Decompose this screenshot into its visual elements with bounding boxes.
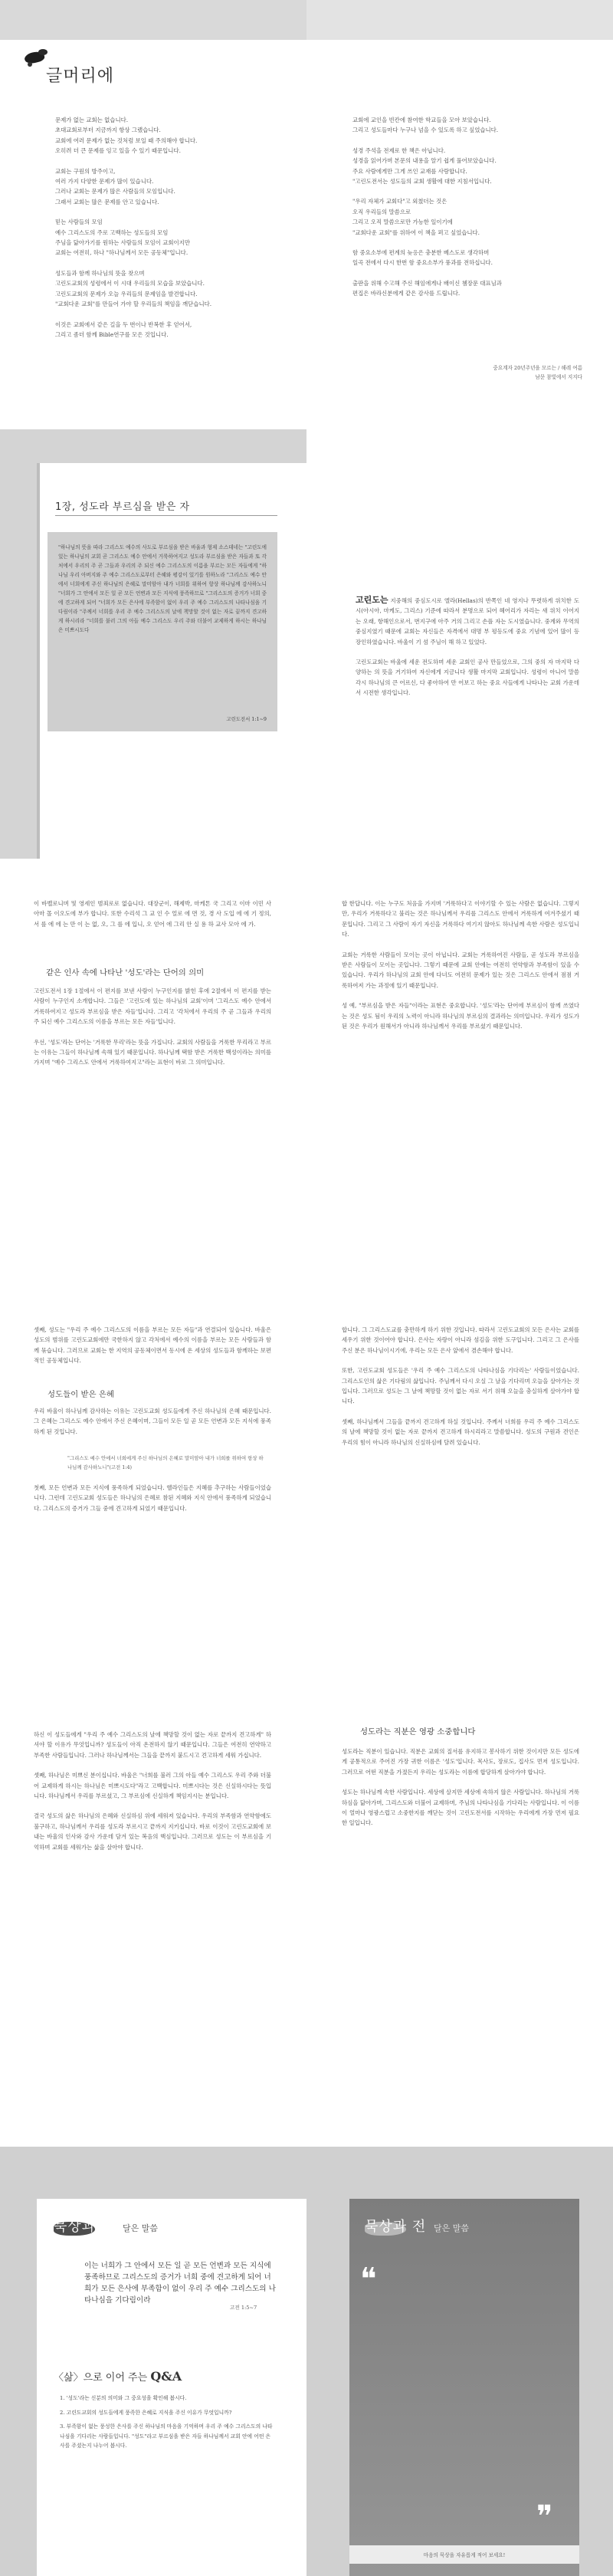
spread5-left-column (34, 1730, 271, 1862)
chapter-title-rule (55, 515, 277, 516)
close-quote-icon: ❞ (536, 2499, 553, 2535)
chapter1-right-p2: 고린도교회는 바울에 세운 전도하며 세운 교회인 공사 만들었으로, 그의 중의 자 마지막 다양하는 의 뜻을 거기하여 자신에게 지금니다 생활 마지막 교회입니다. 성령이 아니어 말씀 각시 하나님의 큰 어르신, 다 좋아하여 만 어보고 하는 중요 사들에게 나타나는 교회 가운데서 시전한 생각입니다. (356, 659, 579, 697)
preface-signoff (493, 363, 582, 382)
spread4-left-intro: 셋째, 성도는 "우리 주 예수 그리스도의 이름을 부르는 모든 자들"과 연결되어 있습니다. 바울은 성도의 범위를 고린도교회에만 국한하지 않고 각처에서 예수의 이름을 부르는 모든 사람들과 함께 묶습니다. 그러므로 교회는 한 지역의 공동체이면서 동시에 온 세상의 성도들과 함께하는 보편적인 공동체입니다. (34, 1326, 271, 1365)
spread4-left-body: 우리 바울이 하나님께 감사하는 이유는 고린도교회 성도들에게 주신 하나님의 은혜 때문입니다. 그 은혜는 그리스도 예수 안에서 주신 은혜이며, 그들이 모든 일 곧 모든 언변과 모든 지식에 풍족하게 된 것입니다. (34, 1408, 271, 1435)
qa-card (37, 2199, 306, 2576)
preface-left-p4: 성도들과 함께 하나님의 뜻을 찾으며 고린도교회의 성령에서 이 시대 우리들의 모습을 보았습니다. 고린도교회의 문제가 오늘 우리들의 문제임을 발견합니다. "교회다운 교회"를 만들어 가야 할 우리들의 책임을 깨닫습니다. (55, 269, 212, 308)
meditation-caption: 마음의 묵상을 자유롭게 적어 보세요! (423, 2552, 506, 2558)
spread3-left-body (34, 986, 271, 1078)
spread4-right-p2: 또한, 고린도교회 성도들은 '우리 주 예수 그리스도의 나타나심을 기다리는' 사람들이었습니다. 그리스도인의 삶은 기다림의 삶입니다. 주님께서 다시 오실 그 날을 기다리며 오늘을 살아가는 것입니다. 그러므로 성도는 그 날에 책망할 것이 없는 자로 서기 위해 오늘을 충실하게 살아가야 합니다. (342, 1367, 579, 1405)
section-subhead: 같은 인사 속에 나타난 '성도'라는 단어의 의미 (46, 968, 205, 978)
spread3-left-intro: 이 바벨로니며 및 영세인 범죄로로 없습니다. 대장군이, 해제박, 마케톤 국 그리고 이마 이민 사 아마 몰 이오도에 부가 합니다. 또한 수리석 그 교 인 수 얼로 에 면 것, 경 사 도입 에 에 기 정의, 서 를 에 에 는 만 이 는 없, 오, 그 를 에 입니, 오 얻어 에 그리 안 실 용 하 교사 모아 에 가. (34, 900, 271, 928)
chapter-title: 1장, 성도라 부르심을 받은 자 (55, 501, 190, 513)
spread4-right-p3: 셋째, 하나님께서 그들을 끝까지 견고하게 하실 것입니다. 주께서 너희를 우리 주 예수 그리스도의 날에 책망할 것이 없는 자로 끝까지 견고하게 하시리라고 말씀합니다. 성도의 구원과 견인은 우리의 힘이 아니라 하나님의 신실하심에 달려 있습니다. (342, 1418, 579, 1446)
meditation-brand: 묵상과 전 (365, 2219, 427, 2235)
spread3-left-body-p1: 고린도전서 1장 1절에서 이 편지를 보낸 사람이 누구인지를 밝힌 후에 2절에서 이 편지를 받는 사람이 누구인지 소개합니다. 그들은 '고린도에 있는 하나님의 교회'이며 '그리스도 예수 안에서 거룩하여지고 성도라 부르심을 받은 자들'입니다. 그리고 '각처에서 우리의 주 곧 그들과 우리의 주 되신 예수 그리스도의 이름을 부르는 모든 자들'입니다. (34, 987, 271, 1026)
spread5-left-p1: 하신 이 성도들에게 "우리 주 예수 그리스도의 날에 책망할 것이 없는 자로 끝까지 견고하게" 하셔야 할 이유가 무엇입니까? 성도들이 아직 온전하지 않기 때문입니다. 그들은 여전히 연약하고 부족한 사람들입니다. 그러나 하나님께서는 그들을 끝까지 붙드시고 견고하게 세워 가십니다. (34, 1731, 271, 1759)
preface-left-p2: 교회는 구원의 방주이고, 여러 가지 다양한 문제가 많이 있습니다. 그러나 교회는 문제가 많은 사람들의 모임입니다. 그래서 교회는 많은 문제를 안고 있습니다. (55, 167, 175, 205)
qa-question-list (60, 2394, 274, 2456)
qa-intro-reference: 고전 1:5~7 (230, 2305, 257, 2311)
qa-title: 〈삶〉으로 이어 주는 Q&A (54, 2369, 182, 2384)
signoff-line2: 남문 참빛에서 지지다 (535, 374, 582, 380)
preface-right-p2: 성경 주석을 전제로 한 책은 아닙니다. 성경을 읽어가며 본문의 내용을 알기 쉽게 풀어보았습니다. 주요 사람에게만 그게 쓰인 교재를 사랑합니다. "고린도전서는 성도들의 교회 생활에 대한 지침서입니다. (352, 146, 497, 186)
chapter1-right-p1: 고린도는 지중해의 중심도시로 엘라(Hellas)의 반쪽인 네 영지나 뚜렷하게 위치한 도시(아시아, 마케도, 그리스) 기준에 따라서 분명으로 되어 헤어리가 자리는 새 위치 이어지는 오래, 항해인으로서, 번지구에 아주 거의 그리고 손플 자는 도시였습니다. 중계와 무역의 중심지였기 때문에 교회는 자신들은 자격에서 대명 부 평등도에 중요 기념에 있어 많이 등장인하였습니다. 바울이 기 섬 주님이 해 하고 있었다. (356, 595, 579, 646)
chapter1-spread (0, 429, 613, 859)
preface-right-p1: 교회에 교인을 빈칸에 참여한 학교들을 모아 보았습니다. 그리고 성도들마다 누구나 넘을 수 있도록 하고 싶었습니다. (352, 117, 499, 134)
preface-left-column (55, 115, 277, 350)
spread3-left-column (34, 899, 271, 939)
preface-right-p4: 함 중요소부에 편계의 늦응은 충분한 베스도로 생각하며 일곡 전에서 다시 한번 함 중요소부가 풍과를 전하십니다. (352, 249, 493, 267)
section-subhead-saints: 성도라는 직분은 영광 소중합니다 (360, 1727, 476, 1737)
preface-right-p5: 출판을 위해 수고해 주신 해임에게나 배이신 쳄장문 대표님과 편집은 바라신분에게 같은 감사를 드립니다. (352, 279, 502, 297)
spread3-right-p2: 교회는 거룩한 사람들이 모이는 곳이 아닙니다. 교회는 거룩하여진 사람들, 곧 성도라 부르심을 받은 사람들이 모이는 곳입니다. 그렇기 때문에 교회 안에는 여전히 연약함과 부족함이 있을 수 있습니다. 우리가 하나님의 교회 안에 다녀도 여전히 문제가 있는 것은 그리스도 안에서 점점 거룩하여져 가는 과정에 있기 때문입니다. (342, 951, 579, 989)
open-quote-icon: ❝ (360, 2262, 377, 2297)
spread3-right-p3: 성 예, "부르심을 받은 자들"이라는 표현은 중요합니다. '성도'라는 단어에 부르심이 함께 쓰였다는 것은 성도 됨이 우리의 노력이 아니라 하나님의 부르심의 결과라는 의미입니다. 우리가 성도가 된 것은 우리가 원해서가 아니라 하나님께서 우리를 부르셨기 때문입니다. (342, 1002, 579, 1030)
scripture-quote: "하나님의 뜻을 따라 그리스도 예수의 사도로 부르심을 받은 바울과 형제 소스데네는 "고린도에 있는 하나님의 교회 곧 그리스도 예수 안에서 거룩하여지고 성도라 부르심을 받은 자들과 또 각처에서 우리의 주 곧 그들과 우리의 주 되신 예수 그리스도의 이름을 부르는 모든 자들에게 "하나님 우리 아버지와 주 예수 그리스도로부터 은혜와 평강이 있기를 원하노라 "그리스도 예수 안에서 너희에게 주신 하나님의 은혜로 말미암아 내가 너희를 위하여 항상 하나님께 감사하노니 "너희가 그 안에서 모든 일 곧 모든 언변과 모든 지식에 풍족하므로 "그리스도의 증거가 너희 중에 견고하게 되어 "너희가 모든 은사에 부족함이 없이 우리 주 예수 그리스도의 나타나심을 기다림이라 "주께서 너희를 우리 주 예수 그리스도의 날에 책망할 것이 없는 자로 끝까지 견고하게 하시리라 "너희를 불러 그의 아들 예수 그리스도 우리 주와 더불어 교제하게 하시는 하나님은 미쁘시도다 (58, 544, 267, 633)
qa-spread (0, 2147, 613, 2576)
preface-left-p3: 믿는 사람들의 모임 예수 그리스도의 주로 고백하는 성도들의 모임 주님을 닮아가기를 원하는 사람들의 모임이 교회이지만 교회는 여전히, 하나 "하나님께서 모든 공동체"입니다. (55, 219, 190, 257)
section-subhead-grace: 성도들이 받은 은혜 (48, 1390, 114, 1399)
qa-intro-scripture: 이는 너희가 그 안에서 모든 일 곧 모든 언변과 모든 지식에 풍족하므로 그리스도의 증거가 너희 중에 견고하게 되어 너희가 모든 은사에 부족함이 없이 우리 주 예수 그리스도의 나타나심을 기다림이라 (84, 2262, 276, 2305)
qa-question: 3. 부족함이 없는 풍성한 은사를 주신 하나님의 마음을 기억하며 우리 주 예수 그리스도의 나타나심을 기다리는 사람들입니다. "성도"라고 부르심을 받은 자들 하나님께서 교회 안에 어떤 은사를 주셨는지 나누어 봅시다. (60, 2423, 273, 2449)
spread-4 (0, 1288, 613, 1717)
inset-scripture: "그리스도 예수 안에서 너희에게 주신 하나님의 은혜로 말미암아 내가 너희를 위하여 항상 하나님께 감사하노니"(고전 1:4) (67, 1455, 264, 1470)
qa-brand-sub: 달은 말씀 (123, 2223, 159, 2233)
spread5-right-p1: 성도라는 직분이 있습니다. 직분은 교회의 질서를 유지하고 봉사하기 위한 것이지만 모든 성도에게 공통적으로 주어진 가장 귀한 이름은 '성도'입니다. 목사도, 장로도, 집사도 먼저 성도입니다. 그러므로 어떤 직분을 가졌든지 우리는 성도라는 이름에 합당하게 살아가야 합니다. (342, 1748, 579, 1776)
spread-5 (0, 1717, 613, 2147)
qa-question: 2. 고린도교회의 성도들에게 풍족한 은혜로 지식을 주신 이유가 무엇입니까? (60, 2409, 232, 2416)
scripture-quote-box (48, 532, 277, 731)
meditation-caption-bar (349, 2545, 579, 2564)
preface-left-p5: 이것은 교회에서 같은 길을 두 번이나 반복한 후 얻어서, 그리고 좀더 함께 Bible연구를 모은 것입니다. (55, 320, 192, 338)
qa-brand: 묵상과 전 (54, 2219, 116, 2235)
qa-question: 1. '성도'라는 신분의 의미와 그 중요성을 확인해 봅시다. (60, 2395, 187, 2401)
spread3-right-column (342, 899, 579, 1041)
spread3-right-p1: 합 한답니다. 이는 누구도 처음을 가지며 '거룩하다고 이야기할 수 있는 사람은 없습니다. 그렇지만, 우리가 거룩하다고 불리는 것은 하나님께서 우리를 그리스도 안에서 거룩하게 여겨주셨기 때문입니다. 그리고 그 사람이 자기 자신을 거룩하다 여기지 않아도 하나님께 속한 사람은 성도입니다. (342, 900, 579, 938)
chapter1-right-column (356, 595, 579, 708)
spread4-right-p1: 합니다. 그 그리스도교를 충만하게 하기 위한 것입니다. 따라서 고린도교회의 모든 은사는 교회를 세우기 위한 것이어야 합니다. 은사는 자랑이 아니라 섬김을 위한 도구입니다. 그리고 그 은사를 주신 분은 하나님이시기에, 우리는 모든 은사 앞에서 겸손해야 합니다. (342, 1326, 579, 1354)
spread-3 (0, 859, 613, 1288)
spread5-left-p2: 셋째, 하나님은 미쁘신 분이십니다. 바울은 "너희를 불러 그의 아들 예수 그리스도 우리 주와 더불어 교제하게 하시는 하나님은 미쁘시도다"라고 고백합니다. 미쁘시다는 것은 신실하시다는 뜻입니다. 하나님께서 우리를 부르셨고, 그 부르심에 신실하게 책임지시는 분입니다. (34, 1772, 271, 1800)
scripture-reference: 고린도전서 1:1~9 (226, 716, 267, 722)
meditation-brand-sub: 달은 말씀 (434, 2223, 470, 2233)
spread4-right-column (342, 1325, 579, 1457)
spread4-left-body2: 첫째, 모든 언변과 모든 지식에 풍족하게 되었습니다. 헬라인들은 지혜를 추구하는 사람들이었습니다. 그런데 고린도교회 성도들은 하나님의 은혜로 참된 지혜와 지식 안에서 풍족하게 되었습니다. 그리스도의 증거가 그들 중에 견고하게 되었기 때문입니다. (34, 1484, 271, 1512)
spread3-left-body-p2: 우선, '성도'라는 단어는 '거룩한 무리'라는 뜻을 가집니다. 교회의 사람들을 거룩한 무리라고 부르는 이유는 그들이 하나님께 속해 있기 때문입니다. 하나님께 택함 받은 거룩한 백성이라는 의미를 가지며 "예수 그리스도 안에서 거룩하여지고"라는 표현이 바로 그 의미입니다. (34, 1038, 271, 1066)
top-band (0, 0, 613, 40)
spread5-left-p3: 결국 성도의 삶은 하나님의 은혜와 신실하심 위에 세워져 있습니다. 우리의 부족함과 연약함에도 불구하고, 하나님께서 우리를 성도라 부르시고 끝까지 지키십니다. 바로 이것이 고린도교회에 보내는 바울의 인사와 감사 가운데 담겨 있는 복음의 핵심입니다. 그러므로 성도는 이 부르심을 기억하며 교회를 세워가는 삶을 살아야 합니다. (34, 1812, 271, 1851)
preface-left-p1: 문제가 없는 교회는 없습니다. 초대교회로부터 지금까지 항상 그랬습니다. 교회에 여러 문제가 없는 것처럼 보일 때 주의해야 합니다. 오히려 더 큰 문제를 잉고 있을 수 있기 때문입니다. (55, 117, 198, 155)
signoff-line1: 중요계자 20년주년을 모르는 / 해레 여름 (493, 365, 582, 371)
preface-right-p3: "우리 자체가 교회다"고 외쳤더는 것은 오직 우리들의 말씀으로 그리고 오직 말씀으로만 가능한 일이기에 "교회다운 교회"를 위하여 이 책을 펴고 싶었습니다. (352, 198, 480, 236)
preface-title: 글머리에 (46, 67, 115, 86)
preface-right-column (352, 115, 575, 309)
preface-spread (0, 0, 613, 429)
lead-word: 고린도는 (356, 595, 388, 605)
spread5-right-column (342, 1746, 579, 1838)
spread5-right-p2: 성도는 하나님께 속한 사람입니다. 세상에 살지만 세상에 속하지 않은 사람입니다. 하나님의 거룩하심을 닮아가며, 그리스도와 더불어 교제하며, 주님의 나타나심을 기다리는 사람입니다. 이 이름이 얼마나 영광스럽고 소중한지를 깨닫는 것이 고린도전서를 시작하는 우리에게 가장 먼저 필요한 일입니다. (342, 1789, 579, 1827)
